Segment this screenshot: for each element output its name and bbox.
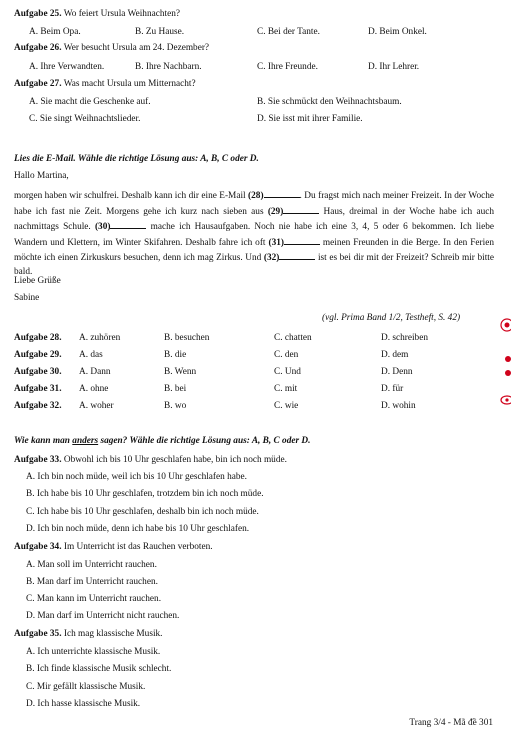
q28-row: [14, 333, 62, 345]
email-text: ist es bei dir mit der Freizeit? Schreib mir bitte bald.: [14, 253, 495, 277]
q29-option-b: B. die: [164, 350, 187, 360]
question-text: Im Unterricht ist das Rauchen verboten.: [63, 542, 213, 552]
question-33: [14, 455, 287, 467]
question-25: [14, 9, 180, 21]
q30-option-b: B. Wenn: [164, 367, 197, 377]
instruction-text: sagen? Wähle die richtige Lösung aus: A, B, C oder D.: [98, 436, 311, 446]
q26-option-b: B. Ihre Nachbarn.: [135, 62, 202, 72]
q28-option-d: D. schreiben: [381, 333, 428, 343]
email-text: morgen haben wir schulfrei. Deshalb kann ich dir eine E-Mail: [14, 191, 249, 201]
q26-option-a: A. Ihre Verwandten.: [29, 62, 105, 72]
gap-28: (28): [248, 191, 264, 201]
q34-option-c: C. Man kann im Unterricht rauchen.: [26, 594, 162, 604]
q31-option-a: A. ohne: [79, 384, 109, 394]
email-body: [14, 188, 494, 280]
q25-option-c: C. Bei der Tante.: [257, 27, 320, 37]
q31-option-b: B. bei: [164, 384, 187, 394]
question-number: Aufgabe 33.: [14, 455, 62, 465]
gap-blank: [110, 219, 146, 229]
question-35: [14, 629, 163, 641]
question-text: Wo feiert Ursula Weihnachten?: [63, 9, 180, 19]
gap-blank: [279, 250, 315, 260]
margin-logo-fragment-icon: [497, 318, 511, 332]
q30-option-a: A. Dann: [79, 367, 111, 377]
q34-option-a: A. Man soll im Unterricht rauchen.: [26, 560, 157, 570]
instruction-underlined: anders: [72, 436, 99, 446]
q25-option-b: B. Zu Hause.: [135, 27, 185, 37]
question-number: Aufgabe 26.: [14, 43, 62, 53]
q32-option-a: A. woher: [79, 401, 114, 411]
source-citation: (vgl. Prima Band 1/2, Testheft, S. 42): [322, 313, 461, 323]
q34-option-d: D. Man darf im Unterricht nicht rauchen.: [26, 611, 180, 621]
q28-option-b: B. besuchen: [164, 333, 210, 343]
question-number: Aufgabe 30.: [14, 367, 62, 377]
question-number: Aufgabe 35.: [14, 629, 62, 639]
email-greeting: Hallo Martina,: [14, 171, 69, 181]
q28-option-c: C. chatten: [274, 333, 312, 343]
q25-option-a: A. Beim Opa.: [29, 27, 81, 37]
section-3-instruction: [14, 436, 310, 448]
gap-blank: [283, 204, 319, 214]
q33-option-d: D. Ich bin noch müde, denn ich habe bis 10 Uhr geschlafen.: [26, 524, 250, 534]
q27-option-d: D. Sie isst mit ihrer Familie.: [257, 114, 363, 124]
q33-option-c: C. Ich habe bis 10 Uhr geschlafen, deshalb bin ich noch müde.: [26, 507, 259, 517]
email-text: meinen Freunden in die Berge. In den Ferien möchte ich einen Zirkuskurs besuchen, denn ich mag Zirkus. Und: [14, 237, 494, 264]
q27-option-a: A. Sie macht die Geschenke auf.: [29, 97, 151, 107]
q35-option-b: B. Ich finde klassische Musik schlecht.: [26, 664, 172, 674]
q31-option-c: C. mit: [274, 384, 298, 394]
q26-option-d: D. Ihr Lehrer.: [368, 62, 420, 72]
margin-logo-fragment-icon: [497, 393, 511, 407]
gap-30: (30): [94, 222, 111, 233]
q27-option-c: C. Sie singt Weihnachtslieder.: [29, 114, 141, 124]
q31-option-d: D. für: [381, 384, 404, 394]
gap-32: (32): [263, 253, 280, 264]
question-number: Aufgabe 29.: [14, 350, 62, 360]
email-text: . Du fragst mich nach meiner Freizeit. In der Woche habe ich fast nie Zeit. Morgens gehe ich kurz nach sieben aus: [14, 191, 494, 217]
q30-option-d: D. Denn: [381, 367, 413, 377]
email-text: mache ich Hausaufgaben. Noch nie habe ich eine 3, 4, 5 oder 6 bekommen. Ich liebe Wandern und Klettern, im Winter Skifahren. Deshalb fahre ich oft: [14, 222, 494, 248]
page-footer: Trang 3/4 - Mã đề 301: [409, 718, 493, 728]
q28-option-a: A. zuhören: [79, 333, 121, 343]
gap-blank: [264, 188, 300, 198]
email-signature: Sabine: [14, 293, 40, 303]
question-number: Aufgabe 25.: [14, 9, 62, 19]
q29-row: [14, 350, 62, 362]
question-text: Wer besucht Ursula am 24. Dezember?: [63, 43, 210, 53]
q29-option-d: D. dem: [381, 350, 409, 360]
q32-row: [14, 401, 62, 413]
email-text: Haus, dreimal in der Woche habe ich auch nachmittags Schule.: [14, 206, 494, 233]
q31-row: [14, 384, 62, 396]
question-number: Aufgabe 34.: [14, 542, 62, 552]
q35-option-a: A. Ich unterrichte klassische Musik.: [26, 647, 161, 657]
gap-29: (29): [267, 206, 284, 217]
question-number: Aufgabe 27.: [14, 79, 62, 89]
q32-option-b: B. wo: [164, 401, 187, 411]
question-text: Ich mag klassische Musik.: [63, 629, 163, 639]
q34-option-b: B. Man darf im Unterricht rauchen.: [26, 577, 158, 587]
question-number: Aufgabe 32.: [14, 401, 62, 411]
margin-dot-icon: [497, 366, 511, 380]
q29-option-a: A. das: [79, 350, 103, 360]
q32-option-d: D. wohin: [381, 401, 416, 411]
gap-31: (31): [268, 237, 284, 248]
q30-row: [14, 367, 62, 379]
q29-option-c: C. den: [274, 350, 299, 360]
question-text: Obwohl ich bis 10 Uhr geschlafen habe, bin ich noch müde.: [63, 455, 287, 465]
email-closing: Liebe Grüße: [14, 276, 61, 286]
q27-option-b: B. Sie schmückt den Weihnachtsbaum.: [257, 97, 402, 107]
q26-option-c: C. Ihre Freunde.: [257, 62, 318, 72]
question-text: Was macht Ursula um Mitternacht?: [63, 79, 196, 89]
gap-blank: [284, 235, 320, 245]
q32-option-c: C. wie: [274, 401, 299, 411]
q30-option-c: C. Und: [274, 367, 301, 377]
q25-option-d: D. Beim Onkel.: [368, 27, 427, 37]
instruction-text: Wie kann man: [14, 436, 73, 446]
question-26: [14, 43, 209, 55]
q35-option-c: C. Mir gefällt klassische Musik.: [26, 682, 146, 692]
q35-option-d: D. Ich hasse klassische Musik.: [26, 699, 141, 709]
question-34: [14, 542, 213, 554]
q33-option-b: B. Ich habe bis 10 Uhr geschlafen, trotzdem bin ich noch müde.: [26, 489, 264, 499]
question-27: [14, 79, 196, 91]
email-instruction: Lies die E-Mail. Wähle die richtige Lösung aus: A, B, C oder D.: [14, 154, 259, 164]
question-number: Aufgabe 28.: [14, 333, 62, 343]
margin-dot-icon: [497, 352, 511, 366]
q33-option-a: A. Ich bin noch müde, weil ich bis 10 Uhr geschlafen habe.: [26, 472, 247, 482]
question-number: Aufgabe 31.: [14, 384, 62, 394]
